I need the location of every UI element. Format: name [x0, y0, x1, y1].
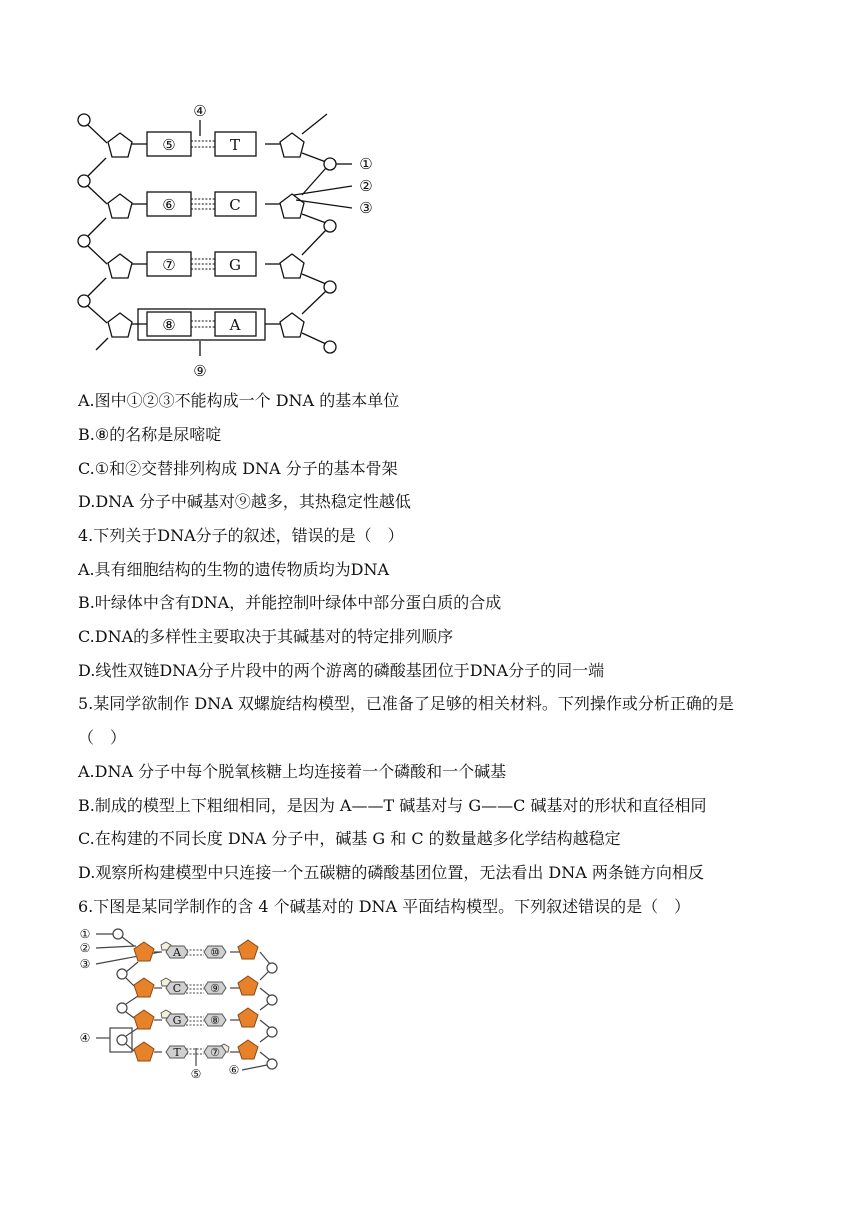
base-label-g: G: [229, 256, 241, 274]
base-label-c: C: [229, 196, 241, 214]
q4-option-a: A.具有细胞结构的生物的遗传物质均为DNA: [78, 560, 390, 579]
model-base-c: C: [172, 982, 182, 995]
callout-3: ③: [359, 199, 373, 217]
model-base-10: ⑩: [210, 946, 220, 959]
callout-2: ②: [359, 177, 373, 195]
base-label-8: ⑧: [162, 316, 176, 334]
model-callout-1: ①: [79, 927, 91, 941]
q5-option-a: A.DNA 分子中每个脱氧核糖上均连接着一个磷酸和一个碱基: [78, 762, 507, 781]
model-base-g: G: [172, 1014, 182, 1027]
callout-4: ④: [193, 102, 207, 120]
model-callout-6: ⑥: [228, 1063, 240, 1077]
callout-9: ⑨: [193, 362, 207, 380]
q3-option-a: A.图中①②③不能构成一个 DNA 的基本单位: [78, 391, 400, 410]
dna-model-diagram: [74, 924, 294, 1084]
base-label-5: ⑤: [162, 136, 176, 154]
model-base-t: T: [173, 1046, 181, 1059]
q6-stem: 6.下图是某同学制作的含 4 个碱基对的 DNA 平面结构模型。下列叙述错误的是（ ）: [78, 897, 691, 916]
model-base-a: A: [173, 946, 181, 959]
model-base-7: ⑦: [210, 1046, 220, 1059]
q5-option-c: C.在构建的不同长度 DNA 分子中，碱基 G 和 C 的数量越多化学结构越稳定: [78, 829, 621, 848]
q5-option-b: B.制成的模型上下粗细相同，是因为 A——T 碱基对与 G——C 碱基对的形状和直径相同: [78, 796, 707, 815]
dna-structure-diagram: [70, 98, 390, 383]
model-callout-3: ③: [79, 957, 91, 971]
model-callout-5: ⑤: [190, 1067, 202, 1081]
base-label-7: ⑦: [162, 256, 176, 274]
callout-1: ①: [359, 155, 373, 173]
q5-stem: 5.某同学欲制作 DNA 双螺旋结构模型，已准备了足够的相关材料。下列操作或分析正确的是: [78, 694, 734, 713]
q4-option-b: B.叶绿体中含有DNA，并能控制叶绿体中部分蛋白质的合成: [78, 593, 502, 612]
base-label-t: T: [229, 136, 241, 154]
model-callout-2: ②: [79, 941, 91, 955]
model-base-9: ⑨: [210, 982, 220, 995]
q3-option-d: D.DNA 分子中碱基对⑨越多，其热稳定性越低: [78, 492, 411, 511]
q5-option-d: D.观察所构建模型中只连接一个五碳糖的磷酸基团位置，无法看出 DNA 两条链方向相反: [78, 863, 704, 882]
base-label-6: ⑥: [162, 196, 176, 214]
q3-option-b: B.⑧的名称是尿嘧啶: [78, 425, 222, 444]
q4-option-d: D.线性双链DNA分子片段中的两个游离的磷酸基团位于DNA分子的同一端: [78, 661, 605, 680]
q5-stem-paren: （ ）: [78, 728, 127, 747]
base-label-a: A: [229, 316, 241, 334]
model-callout-4: ④: [79, 1031, 91, 1045]
model-base-8: ⑧: [210, 1014, 220, 1027]
q4-option-c: C.DNA的多样性主要取决于其碱基对的特定排列顺序: [78, 627, 454, 646]
q4-stem: 4.下列关于DNA分子的叙述，错误的是（ ）: [78, 526, 404, 545]
q3-option-c: C.①和②交替排列构成 DNA 分子的基本骨架: [78, 459, 398, 478]
